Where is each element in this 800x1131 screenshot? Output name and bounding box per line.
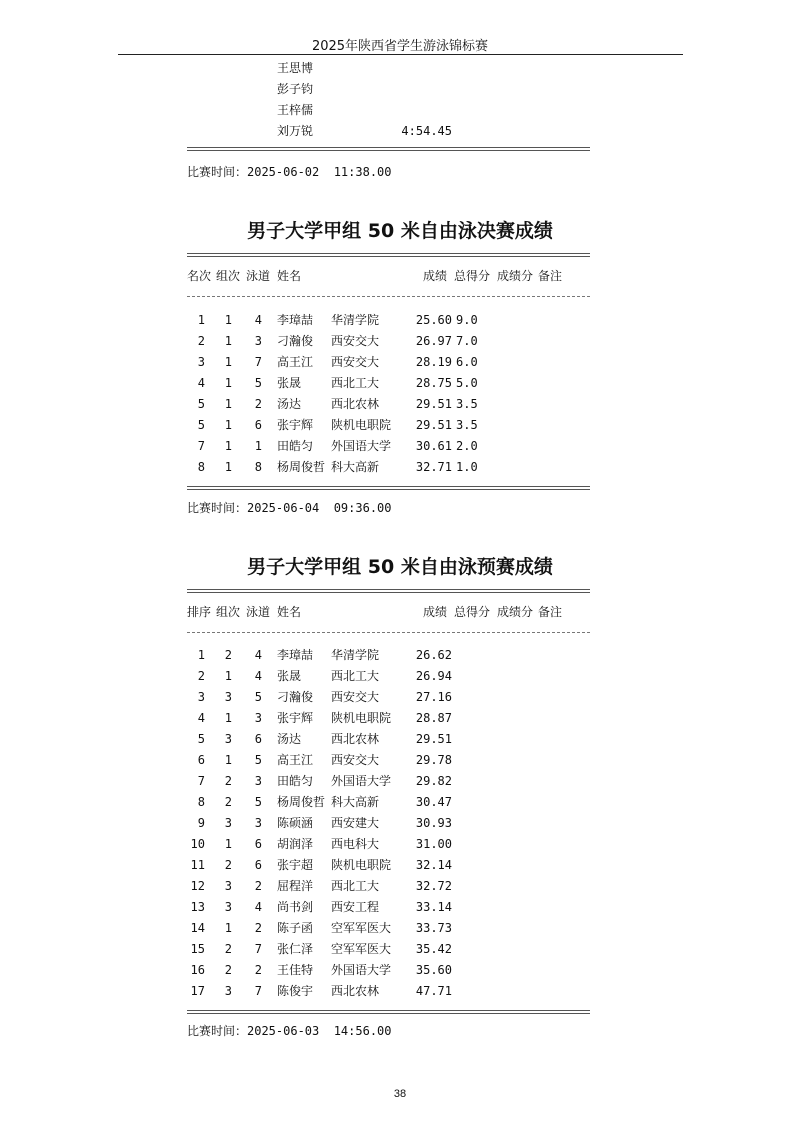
result-rank: 2 [197, 669, 205, 683]
result-rank: 16 [190, 963, 205, 977]
result-rank: 2 [197, 334, 205, 348]
result-team: 西安工程 [331, 900, 380, 914]
result-name: 汤达 [277, 732, 302, 746]
result-name: 田皓匀 [277, 439, 314, 453]
result-team: 外国语大学 [331, 963, 392, 977]
result-lane: 4 [254, 669, 262, 683]
result-lane: 4 [254, 900, 262, 914]
result-team: 西电科大 [331, 837, 380, 851]
result-name: 陈子函 [277, 921, 314, 935]
result-score: 33.73 [415, 921, 452, 935]
result-name: 高王江 [277, 355, 314, 369]
header-score-points: 成绩分 [497, 605, 534, 619]
header-total-points: 总得分 [454, 605, 491, 619]
dashed-rule [187, 296, 590, 297]
header-remark: 备注 [538, 269, 563, 283]
result-lane: 3 [254, 774, 262, 788]
result-team: 华清学院 [331, 648, 380, 662]
competition-time: 比赛时间：2025-06-03 14:56.00 [187, 1024, 392, 1038]
result-team: 西安交大 [331, 355, 380, 369]
result-team: 空军军医大 [331, 942, 392, 956]
double-rule [187, 486, 590, 490]
relay-swimmer-name: 王思博 [277, 61, 314, 75]
header-group: 组次 [216, 269, 241, 283]
result-team: 陕机电职院 [331, 858, 392, 872]
relay-swimmer-name: 彭子钧 [277, 82, 314, 96]
result-name: 刁瀚俊 [277, 334, 314, 348]
result-name: 陈俊宇 [277, 984, 314, 998]
result-group: 1 [224, 439, 232, 453]
result-rank: 17 [190, 984, 205, 998]
page-header: 2025年陕西省学生游泳锦标赛 [311, 39, 489, 54]
result-group: 1 [224, 418, 232, 432]
result-group: 3 [224, 816, 232, 830]
header-rule [118, 54, 683, 55]
result-points: 3.5 [456, 397, 478, 411]
result-group: 1 [224, 313, 232, 327]
result-lane: 2 [254, 963, 262, 977]
result-lane: 8 [254, 460, 262, 474]
result-lane: 6 [254, 418, 262, 432]
result-rank: 3 [197, 690, 205, 704]
result-score: 35.42 [415, 942, 452, 956]
header-score: 成绩 [423, 605, 448, 619]
result-group: 1 [224, 355, 232, 369]
result-team: 西安交大 [331, 334, 380, 348]
result-score: 28.87 [415, 711, 452, 725]
header-rank: 名次 [187, 269, 212, 283]
result-rank: 4 [197, 376, 205, 390]
relay-swimmer-name: 王梓儒 [277, 103, 314, 117]
result-rank: 10 [190, 837, 205, 851]
result-name: 汤达 [277, 397, 302, 411]
header-total-points: 总得分 [454, 269, 491, 283]
result-rank: 3 [197, 355, 205, 369]
result-score: 29.78 [415, 753, 452, 767]
result-lane: 4 [254, 648, 262, 662]
result-score: 28.19 [415, 355, 452, 369]
result-name: 张晟 [277, 376, 302, 390]
result-group: 1 [224, 460, 232, 474]
result-lane: 6 [254, 732, 262, 746]
relay-time: 4:54.45 [401, 124, 452, 138]
result-team: 西北工大 [331, 376, 380, 390]
result-score: 29.51 [415, 732, 452, 746]
result-lane: 7 [254, 942, 262, 956]
double-rule [187, 253, 590, 257]
result-name: 张晟 [277, 669, 302, 683]
double-rule [187, 147, 590, 151]
result-lane: 5 [254, 376, 262, 390]
result-lane: 3 [254, 334, 262, 348]
result-lane: 5 [254, 690, 262, 704]
result-points: 3.5 [456, 418, 478, 432]
result-score: 28.75 [415, 376, 452, 390]
result-name: 王佳特 [277, 963, 314, 977]
header-score-points: 成绩分 [497, 269, 534, 283]
result-name: 张宇超 [277, 858, 314, 872]
result-name: 刁瀚俊 [277, 690, 314, 704]
result-lane: 7 [254, 355, 262, 369]
result-group: 2 [224, 774, 232, 788]
result-points: 9.0 [456, 313, 478, 327]
result-points: 7.0 [456, 334, 478, 348]
result-points: 1.0 [456, 460, 478, 474]
result-group: 2 [224, 795, 232, 809]
result-score: 31.00 [415, 837, 452, 851]
result-group: 2 [224, 942, 232, 956]
result-lane: 3 [254, 816, 262, 830]
result-rank: 8 [197, 460, 205, 474]
result-team: 西北工大 [331, 669, 380, 683]
result-name: 高王江 [277, 753, 314, 767]
result-group: 1 [224, 753, 232, 767]
result-name: 张宇辉 [277, 418, 314, 432]
result-team: 外国语大学 [331, 774, 392, 788]
result-rank: 1 [197, 648, 205, 662]
result-rank: 14 [190, 921, 205, 935]
result-score: 32.72 [415, 879, 452, 893]
result-team: 西安交大 [331, 753, 380, 767]
event-title: 男子大学甲组 50 米自由泳预赛成绩 [247, 556, 553, 578]
event-title: 男子大学甲组 50 米自由泳决赛成绩 [247, 220, 553, 242]
competition-time: 比赛时间：2025-06-04 09:36.00 [187, 501, 392, 515]
header-lane: 泳道 [246, 269, 271, 283]
result-lane: 5 [254, 753, 262, 767]
result-team: 陕机电职院 [331, 418, 392, 432]
result-points: 2.0 [456, 439, 478, 453]
result-team: 西北农林 [331, 397, 380, 411]
result-group: 2 [224, 858, 232, 872]
result-lane: 3 [254, 711, 262, 725]
result-team: 科大高新 [331, 460, 380, 474]
header-remark: 备注 [538, 605, 563, 619]
result-lane: 2 [254, 879, 262, 893]
result-score: 30.93 [415, 816, 452, 830]
result-score: 30.61 [415, 439, 452, 453]
header-rank: 排序 [187, 605, 212, 619]
header-name: 姓名 [277, 605, 302, 619]
result-score: 33.14 [415, 900, 452, 914]
result-rank: 9 [197, 816, 205, 830]
result-name: 屈程洋 [277, 879, 314, 893]
result-rank: 12 [190, 879, 205, 893]
result-lane: 7 [254, 984, 262, 998]
result-group: 3 [224, 879, 232, 893]
result-name: 张宇辉 [277, 711, 314, 725]
result-group: 1 [224, 921, 232, 935]
result-points: 5.0 [456, 376, 478, 390]
result-lane: 5 [254, 795, 262, 809]
relay-swimmer-name: 刘万锐 [277, 124, 314, 138]
result-rank: 7 [197, 774, 205, 788]
double-rule [187, 1010, 590, 1014]
result-team: 外国语大学 [331, 439, 392, 453]
result-score: 26.62 [415, 648, 452, 662]
result-points: 6.0 [456, 355, 478, 369]
header-lane: 泳道 [246, 605, 271, 619]
result-score: 35.60 [415, 963, 452, 977]
result-rank: 1 [197, 313, 205, 327]
result-name: 胡润泽 [277, 837, 314, 851]
result-name: 尚书剑 [277, 900, 314, 914]
result-rank: 6 [197, 753, 205, 767]
header-group: 组次 [216, 605, 241, 619]
result-name: 田皓匀 [277, 774, 314, 788]
result-group: 1 [224, 837, 232, 851]
result-group: 1 [224, 397, 232, 411]
result-name: 李璋喆 [277, 313, 314, 327]
result-score: 32.14 [415, 858, 452, 872]
result-rank: 8 [197, 795, 205, 809]
result-lane: 2 [254, 921, 262, 935]
result-name: 杨周俊哲 [277, 795, 326, 809]
result-group: 1 [224, 711, 232, 725]
header-name: 姓名 [277, 269, 302, 283]
result-group: 2 [224, 648, 232, 662]
dashed-rule [187, 632, 590, 633]
result-score: 26.94 [415, 669, 452, 683]
result-group: 3 [224, 984, 232, 998]
result-rank: 4 [197, 711, 205, 725]
result-team: 西北工大 [331, 879, 380, 893]
result-score: 29.51 [415, 418, 452, 432]
result-lane: 1 [254, 439, 262, 453]
page-number: 38 [393, 1088, 407, 1100]
result-score: 25.60 [415, 313, 452, 327]
result-team: 西安建大 [331, 816, 380, 830]
result-score: 29.51 [415, 397, 452, 411]
result-group: 1 [224, 376, 232, 390]
result-team: 空军军医大 [331, 921, 392, 935]
result-rank: 5 [197, 732, 205, 746]
result-group: 3 [224, 900, 232, 914]
result-score: 47.71 [415, 984, 452, 998]
result-team: 科大高新 [331, 795, 380, 809]
result-team: 陕机电职院 [331, 711, 392, 725]
result-score: 29.82 [415, 774, 452, 788]
result-score: 27.16 [415, 690, 452, 704]
result-name: 李璋喆 [277, 648, 314, 662]
result-group: 1 [224, 669, 232, 683]
result-group: 2 [224, 963, 232, 977]
result-rank: 7 [197, 439, 205, 453]
result-team: 华清学院 [331, 313, 380, 327]
result-team: 西北农林 [331, 984, 380, 998]
result-score: 30.47 [415, 795, 452, 809]
double-rule [187, 589, 590, 593]
result-lane: 6 [254, 837, 262, 851]
result-lane: 6 [254, 858, 262, 872]
competition-time: 比赛时间：2025-06-02 11:38.00 [187, 165, 392, 179]
result-rank: 15 [190, 942, 205, 956]
result-name: 陈硕涵 [277, 816, 314, 830]
result-group: 3 [224, 690, 232, 704]
result-rank: 11 [190, 858, 205, 872]
result-group: 1 [224, 334, 232, 348]
result-name: 张仁泽 [277, 942, 314, 956]
result-team: 西安交大 [331, 690, 380, 704]
result-rank: 5 [197, 397, 205, 411]
result-group: 3 [224, 732, 232, 746]
result-score: 32.71 [415, 460, 452, 474]
result-lane: 4 [254, 313, 262, 327]
result-team: 西北农林 [331, 732, 380, 746]
result-rank: 5 [197, 418, 205, 432]
result-rank: 13 [190, 900, 205, 914]
result-score: 26.97 [415, 334, 452, 348]
result-lane: 2 [254, 397, 262, 411]
header-score: 成绩 [423, 269, 448, 283]
result-name: 杨周俊哲 [277, 460, 326, 474]
